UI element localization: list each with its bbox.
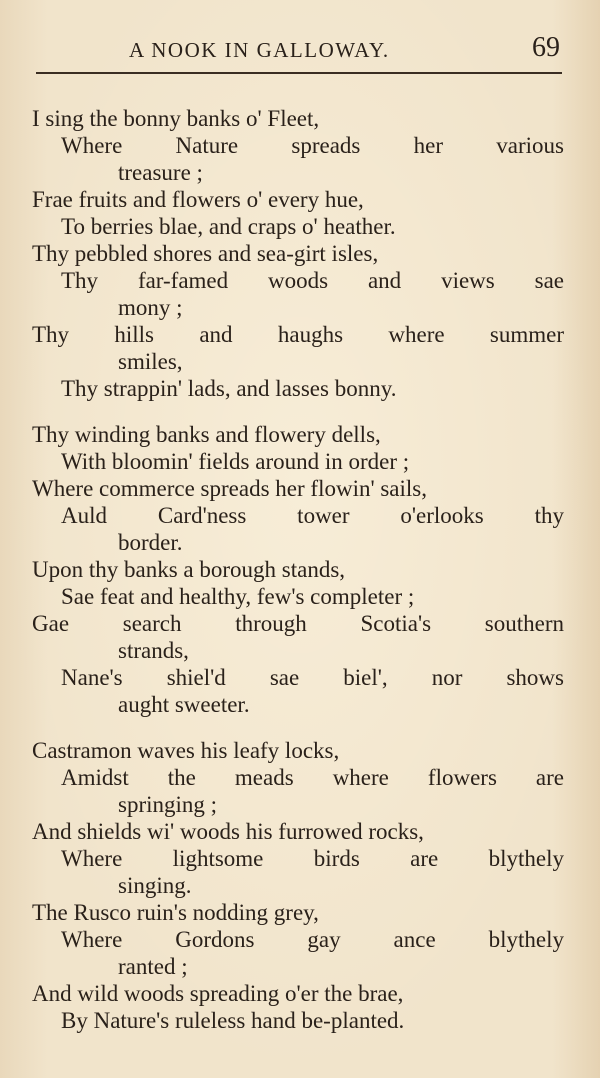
poem-line: Frae fruits and flowers o' every hue,	[32, 187, 364, 212]
poem-line: Thy hills and haughs where summer	[32, 322, 564, 347]
running-title: A NOOK IN GALLOWAY.	[129, 38, 390, 62]
poem-line: To berries blae, and craps o' heather.	[61, 214, 396, 239]
poem-line: Where lightsome birds are blythely	[61, 846, 564, 871]
poem-line: treasure ;	[118, 160, 203, 185]
poem-line: strands,	[118, 638, 189, 663]
poem-line: Upon thy banks a borough stands,	[32, 557, 346, 582]
poem-line: springing ;	[118, 792, 218, 817]
poem	[28, 105, 564, 1053]
poem-line: Where Nature spreads her various	[61, 133, 564, 158]
page-header	[36, 30, 562, 70]
poem-line: Thy pebbled shores and sea-girt isles,	[32, 241, 379, 266]
poem-line: The Rusco ruin's nodding grey,	[32, 900, 319, 925]
poem-line: Where commerce spreads her flowin' sails,	[32, 476, 427, 501]
poem-line: smiles,	[118, 349, 183, 374]
poem-line: Thy winding banks and flowery dells,	[32, 422, 381, 447]
poem-line: Gae search through Scotia's southern	[32, 611, 564, 636]
poem-line: Castramon waves his leafy locks,	[32, 738, 340, 763]
poem-line: By Nature's ruleless hand be-planted.	[61, 1008, 405, 1033]
poem-line: singing.	[118, 873, 192, 898]
poem-line: aught sweeter.	[118, 692, 250, 717]
poem-line: Sae feat and healthy, few's completer ;	[61, 584, 415, 609]
poem-line: And wild woods spreading o'er the brae,	[32, 981, 404, 1006]
poem-line: Amidst the meads where flowers are	[61, 765, 564, 790]
poem-line: Thy strappin' lads, and lasses bonny.	[61, 376, 397, 401]
stanza-3	[28, 737, 564, 1034]
header-rule	[36, 72, 562, 74]
poem-line: I sing the bonny banks o' Fleet,	[32, 106, 320, 131]
poem-line: mony ;	[118, 295, 183, 320]
stanza-2	[28, 421, 564, 718]
poem-line: With bloomin' fields around in order ;	[61, 449, 410, 474]
poem-line: Thy far-famed woods and views sae	[61, 268, 564, 293]
stanza-1	[28, 105, 564, 402]
poem-line: And shields wi' woods his furrowed rocks,	[32, 819, 424, 844]
poem-line: Auld Card'ness tower o'erlooks thy	[61, 503, 564, 528]
poem-line: Nane's shiel'd sae biel', nor shows	[61, 665, 564, 690]
page-number: 69	[532, 32, 560, 63]
poem-line: ranted ;	[118, 954, 188, 979]
poem-line: border.	[118, 530, 183, 555]
poem-line: Where Gordons gay ance blythely	[61, 927, 564, 952]
